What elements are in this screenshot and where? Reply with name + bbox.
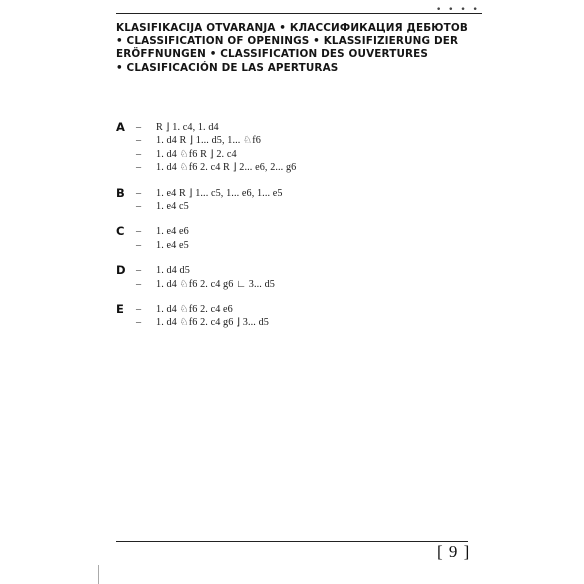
top-rule: [116, 13, 482, 14]
dash-mark: –: [136, 187, 142, 199]
opening-group-e: [116, 303, 416, 330]
dash-mark: –: [136, 122, 142, 133]
move-text: 1. d4 ♘f6 2. c4 g6 ∟ 3... d5: [156, 278, 275, 290]
bottom-rule: [116, 541, 468, 542]
dash-mark: –: [136, 278, 142, 290]
page-edge-line: [98, 565, 99, 584]
move-line: [116, 200, 416, 213]
opening-group-a: [116, 121, 416, 175]
dash-mark: –: [136, 200, 142, 212]
move-line: [116, 134, 416, 147]
heading-line: KLASIFIKACIJA OTVARANJA • КЛАССИФИКАЦИЯ ДЕБЮТОВ: [116, 22, 468, 34]
dash-mark: –: [136, 135, 142, 147]
move-text: 1. e4 e5: [156, 239, 189, 251]
move-line: [116, 239, 416, 252]
header-marks: • • • •: [436, 5, 480, 15]
move-text: 1. e4 c5: [156, 200, 189, 212]
move-line: [116, 303, 416, 316]
opening-group-b: [116, 187, 416, 214]
move-text: 1. d4 ♘f6 2. c4 R ⌋ 2... e6, 2... g6: [156, 162, 297, 174]
move-line: [116, 161, 416, 174]
dash-mark: –: [136, 148, 142, 160]
dash-mark: –: [136, 303, 142, 315]
move-line: [116, 121, 416, 134]
move-text: 1. d4 ♘f6 2. c4 g6 ⌋ 3... d5: [156, 317, 269, 329]
move-line: [116, 187, 416, 200]
move-text: 1. d4 R ⌋ 1... d5, 1... ♘f6: [156, 135, 261, 147]
move-line: [116, 225, 416, 238]
heading-line: • CLASIFICACIÓN DE LAS APERTURAS: [116, 61, 339, 74]
move-text: 1. e4 e6: [156, 226, 189, 238]
move-line: [116, 148, 416, 161]
opening-group-c: [116, 225, 416, 252]
dash-mark: –: [136, 226, 142, 238]
dash-mark: –: [136, 265, 142, 277]
move-line: [116, 264, 416, 277]
move-line: [116, 278, 416, 291]
heading-line: ERÖFFNUNGEN • CLASSIFICATION DES OUVERTURES: [116, 48, 429, 61]
dash-mark: –: [136, 317, 142, 329]
move-text: 1. d4 d5: [156, 265, 190, 277]
dash-mark: –: [136, 239, 142, 251]
move-text: 1. e4 R ⌋ 1... c5, 1... e6, 1... e5: [156, 187, 283, 199]
group-letter: C: [116, 224, 125, 239]
group-letter: A: [116, 120, 125, 134]
group-letter: E: [116, 301, 124, 316]
classification-heading: [116, 22, 496, 75]
move-text: R ⌋ 1. c4, 1. d4: [156, 122, 219, 133]
group-letter: D: [116, 263, 126, 278]
opening-classification-list: [116, 121, 416, 342]
page-number: [ 9 ]: [437, 542, 471, 561]
dash-mark: –: [136, 162, 142, 174]
heading-line: • CLASSIFICATION OF OPENINGS • KLASSIFIZIERUNG DER: [116, 35, 459, 48]
group-letter: B: [116, 185, 125, 200]
move-text: 1. d4 ♘f6 R ⌋ 2. c4: [156, 148, 237, 160]
opening-group-d: [116, 264, 416, 291]
move-text: 1. d4 ♘f6 2. c4 e6: [156, 303, 233, 315]
move-line: [116, 316, 416, 329]
